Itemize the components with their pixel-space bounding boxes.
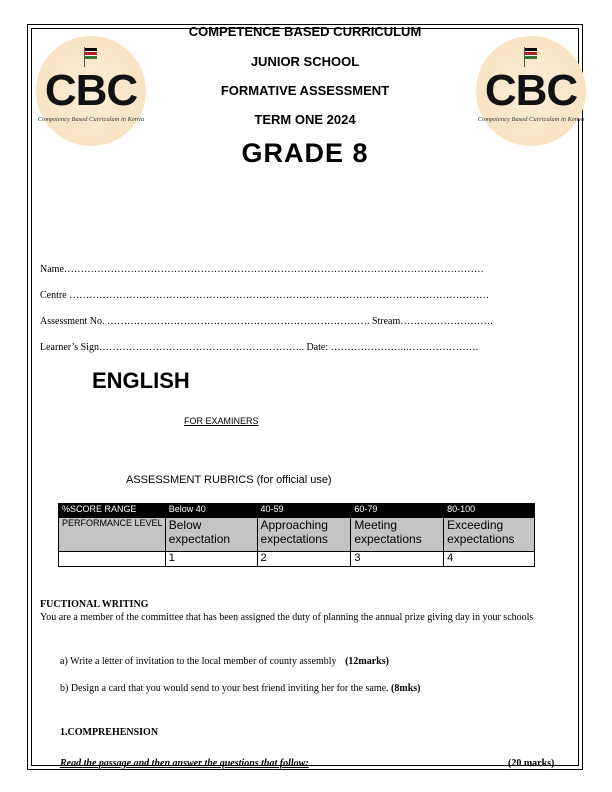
table-cell: 1 <box>165 552 257 567</box>
question-b-marks: (8mks) <box>391 683 421 694</box>
table-row <box>59 518 535 552</box>
table-cell: Exceeding expectations <box>444 518 535 552</box>
table-cell: Meeting expectations <box>351 518 444 552</box>
table-row <box>59 552 535 567</box>
cbc-logo-right <box>476 36 586 146</box>
kenya-flag-icon <box>83 46 99 68</box>
question-a-text: a) Write a letter of invitation to the local member of county assembly <box>60 656 337 667</box>
question-a-marks: (12marks) <box>345 656 389 667</box>
header-term: TERM ONE 2024 <box>254 112 356 127</box>
header-school: JUNIOR SCHOOL <box>250 54 360 69</box>
rubrics-table <box>58 503 535 567</box>
cbc-logo-left <box>36 36 146 146</box>
comprehension-marks: (20 marks) <box>508 758 555 769</box>
table-cell: 3 <box>351 552 444 567</box>
header-curriculum: COMPETENCE BASED CURRICULUM <box>188 24 422 39</box>
question-b <box>60 683 420 694</box>
table-cell: 40-59 <box>257 504 351 518</box>
functional-writing-heading: FUCTIONAL WRITING <box>40 599 149 610</box>
for-examiners-label: FOR EXAMINERS <box>184 416 259 426</box>
logo-text: CBC <box>44 66 138 115</box>
logo-subtitle: Competency Based Curriculum in Kenya <box>37 116 145 123</box>
name-field[interactable]: Name……………………………………………………………………………………………………………… <box>40 264 484 275</box>
centre-field[interactable]: Centre ……………………………………………………………………………………………………………… <box>40 290 490 301</box>
header-grade: GRADE 8 <box>241 138 369 168</box>
table-cell <box>59 552 166 567</box>
table-cell: 60-79 <box>351 504 444 518</box>
table-cell: %SCORE RANGE <box>59 504 166 518</box>
question-b-text: b) Design a card that you would send to your best friend inviting her for the same. <box>60 683 389 694</box>
table-cell: 2 <box>257 552 351 567</box>
comprehension-instruction: Read the passage and then answer the questions that follow: <box>60 758 309 769</box>
subject-title: ENGLISH <box>92 368 190 393</box>
sign-date-field[interactable]: Learner’s Sign…………………………………………………….. Date: …………………..…………………. <box>40 342 479 353</box>
table-cell: Below expectation <box>165 518 257 552</box>
logo-subtitle: Competency Based Curriculum in Kenya <box>477 116 585 123</box>
comprehension-heading: 1.COMPREHENSION <box>60 727 159 738</box>
question-a <box>60 656 389 667</box>
kenya-flag-icon <box>523 46 539 68</box>
table-row <box>59 504 535 518</box>
functional-writing-intro: You are a member of the committee that has been assigned the duty of planning the annual prize giving day in your schools <box>40 612 534 623</box>
rubrics-title: ASSESSMENT RUBRICS (for official use) <box>126 474 332 486</box>
table-cell: PERFORMANCE LEVEL <box>59 518 166 552</box>
table-cell: Approaching expectations <box>257 518 351 552</box>
logo-text: CBC <box>484 66 578 115</box>
assessment-stream-field[interactable]: Assessment No. ……………………………………………………………………. Stream………………………. <box>40 316 493 327</box>
table-cell: 4 <box>444 552 535 567</box>
header-assessment: FORMATIVE ASSESSMENT <box>220 83 390 98</box>
table-cell: 80-100 <box>444 504 535 518</box>
table-cell: Below 40 <box>165 504 257 518</box>
